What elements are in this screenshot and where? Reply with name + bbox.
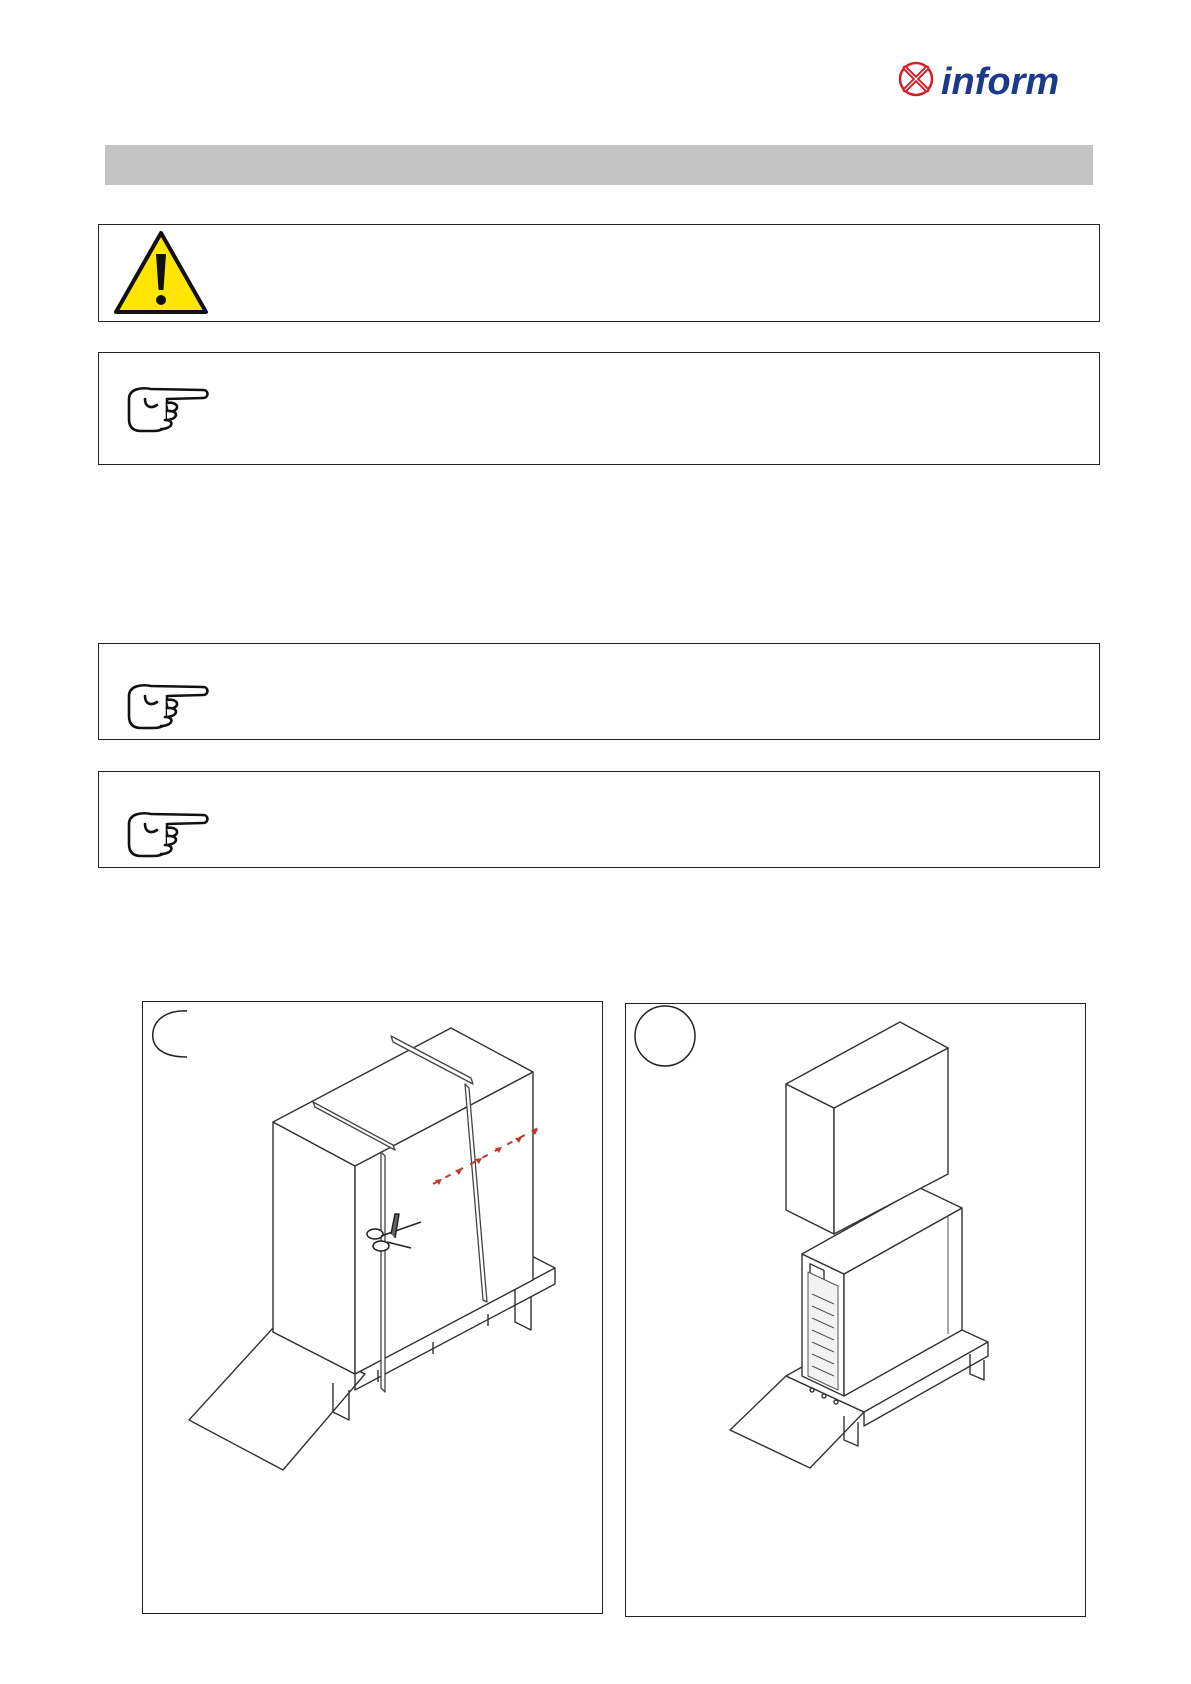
warning-triangle-icon (111, 228, 211, 323)
pointing-hand-icon (121, 381, 213, 438)
note-notice-3 (98, 771, 1100, 868)
section-heading-bar (105, 145, 1093, 185)
figure-unpacked-ups (625, 1003, 1086, 1617)
pointing-hand-icon (121, 806, 213, 863)
warning-notice (98, 224, 1100, 322)
note-notice-2 (98, 643, 1100, 740)
step-circle-icon (153, 1011, 187, 1057)
inform-logo (895, 52, 1095, 108)
figure-packed-ups (142, 1001, 603, 1614)
note-notice-1 (98, 352, 1100, 465)
pointing-hand-icon (121, 678, 213, 735)
step-circle-icon (635, 1006, 695, 1066)
logo-text: inform (941, 61, 1060, 103)
brand-star-icon (900, 63, 932, 95)
